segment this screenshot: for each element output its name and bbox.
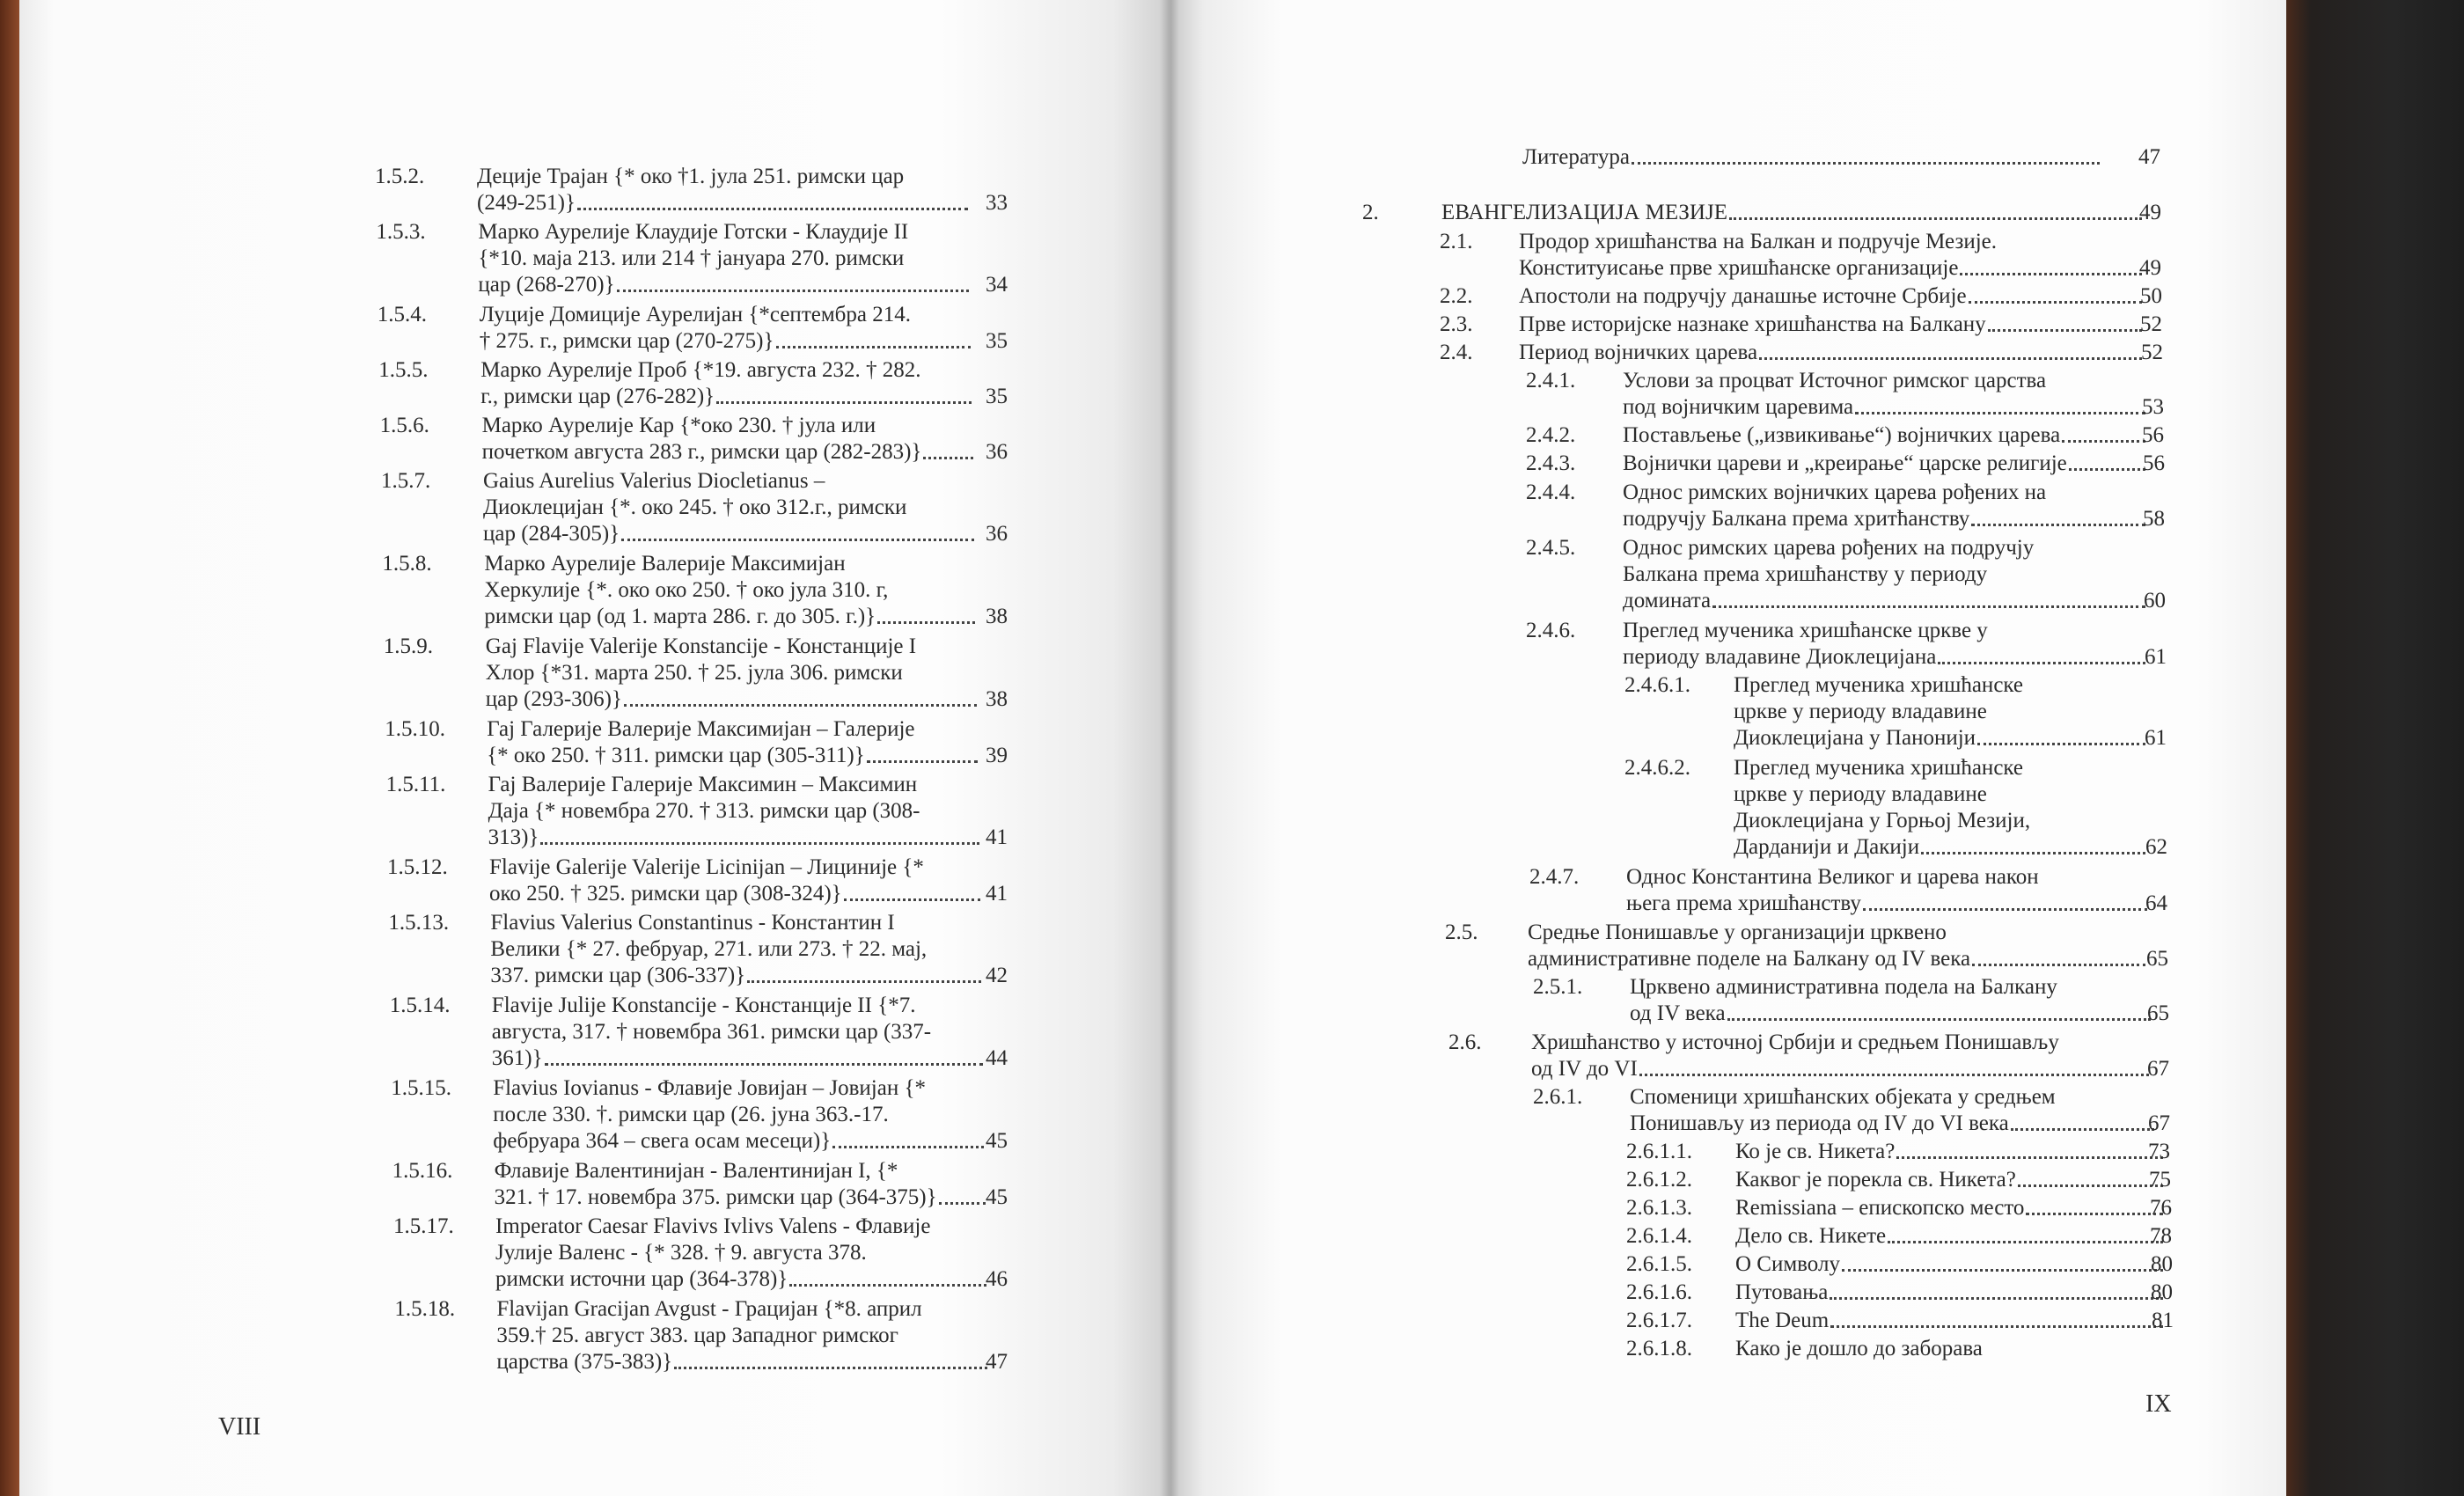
toc-entry-page: 76 xyxy=(2150,1196,2172,1220)
toc-entry-title-line: цар (268-270)} xyxy=(478,273,615,297)
dot-leader xyxy=(540,825,979,845)
toc-entry xyxy=(1626,1167,2202,1193)
toc-entry xyxy=(1624,672,2197,752)
toc-entry-title-line: Диоклецијана у Горњој Мезији, xyxy=(1734,809,2031,832)
toc-entry xyxy=(1624,755,2198,861)
toc-entry-title-line: Однос римских војничких царева рођених на xyxy=(1623,480,2047,504)
toc-entry-title-line: Дарданији и Дакији xyxy=(1734,835,1920,859)
toc-entry-number: 1.5.14. xyxy=(389,994,451,1017)
toc-entry-number: 2.4.1. xyxy=(1526,369,1576,392)
toc-entry-page: 46 xyxy=(986,1267,1008,1291)
dot-leader xyxy=(2062,422,2145,443)
toc-entry xyxy=(392,1158,1038,1211)
toc-entry-title-line: Диоклецијана у Панонији xyxy=(1734,726,1976,750)
toc-entry-number: 1.5.3. xyxy=(376,220,426,244)
dot-leader xyxy=(2018,1167,2163,1187)
toc-entry-title-line: царства (375-383)} xyxy=(496,1350,673,1374)
toc-entry-title-line: Марко Аурелије Кар {*око 230. † јула или xyxy=(481,414,876,437)
toc-entry xyxy=(1362,200,2192,226)
toc-entry-title-line: Даја {* новембра 270. † 313. римски цар (308- xyxy=(488,799,920,823)
toc-entry-title-line: ЕВАНГЕЛИЗАЦИЈА МЕЗИЈЕ xyxy=(1441,201,1727,224)
dot-leader xyxy=(2026,1195,2163,1215)
toc-entry xyxy=(1626,1336,2205,1362)
dot-leader xyxy=(2011,1111,2154,1131)
toc-entry-number: 1.5.9. xyxy=(383,634,434,658)
toc-entry-title-line: Gaj Flavije Valerije Konstancije - Констанције I xyxy=(485,634,917,658)
toc-entry-number: 1.5.2. xyxy=(375,165,425,188)
toc-entry-number: 2.4.2. xyxy=(1526,423,1576,447)
toc-entry-title-line: {*10. маја 213. или 214 † јануара 270. римски xyxy=(478,246,905,270)
folio-right: IX xyxy=(2145,1390,2172,1418)
toc-entry-title-line: административне поделе на Балкану од IV века xyxy=(1528,947,1971,971)
toc-entry-title-line: римски источни цар (364-378)} xyxy=(495,1267,788,1291)
toc-entry xyxy=(1626,1280,2204,1306)
toc-entry-page: 78 xyxy=(2150,1224,2172,1248)
dot-leader xyxy=(1938,644,2145,664)
toc-entry-page: 58 xyxy=(2143,507,2165,531)
dot-leader xyxy=(877,604,975,624)
toc-entry xyxy=(1526,422,2195,449)
toc-entry xyxy=(394,1296,1038,1375)
dot-leader xyxy=(867,743,978,763)
toc-entry-page: 38 xyxy=(985,687,1008,711)
toc-entry-number: 2. xyxy=(1362,201,1379,224)
toc-entry xyxy=(386,772,1038,851)
toc-entry-page: 61 xyxy=(2145,645,2167,669)
toc-entry-title-line: г., римски цар (276-282)} xyxy=(480,385,715,408)
toc-entry-title-line: Хришћанство у источној Србији и средњем Понишављу xyxy=(1531,1030,2059,1054)
toc-entry-title-line: 359.† 25. август 383. цар Западног римског xyxy=(496,1324,898,1347)
toc-entry xyxy=(1626,1308,2204,1334)
toc-entry-title-line: Однос Константина Великог и царева након xyxy=(1626,865,2039,889)
dot-leader xyxy=(1727,1001,2151,1021)
dot-leader xyxy=(2069,451,2145,471)
toc-entry xyxy=(1533,974,2200,1027)
toc-entry-title-line: домината xyxy=(1623,589,1712,612)
dot-leader xyxy=(1971,506,2145,526)
toc-entry xyxy=(391,1075,1038,1155)
toc-entry-title-line: 321. † 17. новембра 375. римски цар (364-375)} xyxy=(494,1185,937,1209)
toc-entry-number: 2.6.1. xyxy=(1533,1085,1583,1109)
toc-entry-number: 2.2. xyxy=(1440,284,1473,308)
toc-entry-number: 2.3. xyxy=(1440,312,1473,336)
toc-entry xyxy=(1526,618,2197,671)
dot-leader xyxy=(1896,1139,2163,1159)
toc-entry-title-line: Однос римских царева рођених на подручју xyxy=(1623,536,2035,560)
dot-leader xyxy=(1639,1056,2149,1076)
toc-entry-title-line: Преглед мученика хришћанске xyxy=(1734,673,2024,697)
toc-entry-page: 80 xyxy=(2151,1252,2173,1276)
toc-entry-number: 1.5.7. xyxy=(381,469,431,493)
toc-entry xyxy=(393,1214,1038,1293)
toc-entry xyxy=(1626,1195,2203,1221)
toc-entry xyxy=(388,910,1038,989)
dot-leader xyxy=(1632,144,2100,165)
toc-entry-title-line: од IV до VI xyxy=(1531,1057,1638,1081)
toc-entry-page: 39 xyxy=(985,744,1008,767)
dot-leader xyxy=(1863,891,2147,911)
dot-leader xyxy=(674,1349,987,1369)
toc-entry-title-line: Диоклецијан {*. око 245. † око 312.г., римски xyxy=(483,495,907,519)
toc-entry-page: 47 xyxy=(985,1350,1008,1374)
toc-entry-page: 34 xyxy=(985,273,1008,297)
toc-entry-number: 1.5.10. xyxy=(385,717,445,741)
toc-entry-title-line: Велики {* 27. фебруар, 271. или 273. † 22. мај, xyxy=(490,937,928,961)
toc-entry-page: 52 xyxy=(2140,312,2162,336)
toc-entry-number: 2.6.1.4. xyxy=(1626,1224,1692,1248)
toc-entry-page: 67 xyxy=(2148,1111,2170,1135)
toc-entry xyxy=(378,357,1038,410)
toc-entry xyxy=(385,716,1038,769)
toc-entry xyxy=(387,854,1038,907)
toc-entry-page: 44 xyxy=(985,1046,1008,1070)
toc-entry-number: 2.6.1.5. xyxy=(1626,1252,1692,1276)
toc-entry xyxy=(1526,451,2196,477)
toc-entry-number: 1.5.4. xyxy=(377,303,428,326)
toc-entry-title-line: † 275. г., римски цар (270-275)} xyxy=(479,329,774,353)
toc-entry-page: 61 xyxy=(2145,726,2167,750)
toc-entry xyxy=(1440,229,2192,282)
toc-entry-page: 35 xyxy=(985,329,1008,353)
dot-leader xyxy=(939,1184,986,1205)
dot-leader xyxy=(617,272,970,292)
toc-entry xyxy=(376,219,1038,298)
toc-entry-title-line: Марко Аурелије Клаудије Готски - Клаудије II xyxy=(478,220,909,244)
toc-entry xyxy=(1522,144,2191,171)
toc-entry-number: 2.1. xyxy=(1440,230,1473,253)
toc-entry-number: 2.4.6.2. xyxy=(1624,756,1690,780)
toc-entry-page: 41 xyxy=(985,825,1008,849)
toc-entry-title-line: њега према хришћанству xyxy=(1626,891,1861,915)
toc-entry-title-line: Услови за процват Источног римског царства xyxy=(1623,369,2047,392)
toc-entry xyxy=(380,413,1038,466)
toc-entry-title-line: цркве у периоду владавине xyxy=(1734,700,1987,723)
toc-entry-title-line: Преглед мученика хришћанске цркве у xyxy=(1623,619,1988,642)
toc-entry-title-line: Remissiana – епископско место xyxy=(1735,1196,2025,1220)
dot-leader xyxy=(1712,588,2145,608)
toc-entry-title-line: Споменици хришћанских објеката у средњем xyxy=(1630,1085,2056,1109)
toc-entry-page: 56 xyxy=(2142,423,2164,447)
toc-entry-title-line: цркве у периоду владавине xyxy=(1734,782,1987,806)
toc-entry-title-line: Како је дошло до заборава xyxy=(1735,1337,1983,1360)
toc-entry-title-line: римски цар (од 1. марта 286. г. до 305. г.)} xyxy=(484,605,876,628)
dot-leader xyxy=(844,881,980,901)
toc-entry-page: 52 xyxy=(2141,341,2163,364)
toc-entry-page: 50 xyxy=(2140,284,2162,308)
toc-entry-title-line: Imperator Caesar Flavivs Ivlivs Valens - Флавије xyxy=(495,1214,931,1238)
toc-entry-page: 53 xyxy=(2142,395,2164,419)
dot-leader xyxy=(1960,255,2142,275)
dot-leader xyxy=(1830,1280,2163,1300)
toc-entry-title-line: Flavije Galerije Valerije Licinijan – Лициније {* xyxy=(489,855,924,879)
toc-entry xyxy=(1529,864,2198,917)
toc-entry-title-line: The Deum xyxy=(1735,1309,1830,1332)
toc-entry-title-line: под војничким царевима xyxy=(1623,395,1854,419)
toc-entry-page: 56 xyxy=(2143,451,2165,475)
toc-entry-page: 47 xyxy=(2138,145,2160,169)
toc-entry-number: 2.6.1.2. xyxy=(1626,1168,1692,1192)
toc-entry xyxy=(1440,283,2193,310)
dot-leader xyxy=(832,1128,984,1148)
toc-entry-number: 1.5.6. xyxy=(379,414,429,437)
toc-entry-page: 62 xyxy=(2145,835,2167,859)
toc-entry-number: 2.6.1.7. xyxy=(1626,1309,1692,1332)
toc-entry-page: 45 xyxy=(985,1129,1008,1153)
toc-entry-title-line: Путовања xyxy=(1735,1280,1829,1304)
toc-entry-title-line: Прве историјске назнаке хришћанства на Балкану xyxy=(1519,312,1986,336)
dot-leader xyxy=(1855,394,2145,414)
toc-entry-number: 2.4.6.1. xyxy=(1624,673,1690,697)
toc-entry-number: 2.6. xyxy=(1448,1030,1482,1054)
toc-entry-number: 1.5.17. xyxy=(393,1214,454,1238)
toc-entry-title-line: 361)} xyxy=(491,1046,543,1070)
toc-entry-title-line: Продор хришћанства на Балкан и подручје Мезије. xyxy=(1519,230,1998,253)
toc-entry-number: 2.6.1.1. xyxy=(1626,1140,1692,1163)
toc-entry-title-line: Гај Галерије Валерије Максимијан – Галерије xyxy=(487,717,915,741)
toc-entry-title-line: Литература xyxy=(1522,145,1630,169)
dot-leader xyxy=(621,521,974,541)
toc-entry-title-line: Каквог је порекла св. Никета? xyxy=(1735,1168,2016,1192)
toc-entry-page: 73 xyxy=(2148,1140,2170,1163)
toc-entry-title-line: Период војничких царева xyxy=(1519,341,1758,364)
toc-entry-page: 60 xyxy=(2144,589,2166,612)
toc-entry xyxy=(381,468,1038,547)
toc-entry-title-line: {* око 250. † 311. римски цар (305-311)} xyxy=(487,744,865,767)
toc-entry-title-line: Херкулије {*. око око 250. † око јула 310. г, xyxy=(484,578,889,602)
toc-entry-number: 1.5.13. xyxy=(388,911,450,935)
toc-entry-title-line: цар (284-305)} xyxy=(483,522,620,546)
right-page xyxy=(1170,0,2286,1496)
toc-entry xyxy=(1626,1251,2204,1278)
toc-entry-title-line: 337. римски цар (306-337)} xyxy=(490,964,746,987)
toc-entry-title-line: Постављење („извикивање“) војничких царева xyxy=(1623,423,2061,447)
book-gutter xyxy=(1160,0,1179,1496)
toc-entry-title-line: Флавије Валентинијан - Валентинијан I, {* xyxy=(494,1159,898,1183)
toc-entry xyxy=(378,302,1038,355)
toc-entry-number: 2.4.6. xyxy=(1526,619,1576,642)
toc-entry-title-line: Преглед мученика хришћанске xyxy=(1734,756,2024,780)
toc-entry-title-line: почетком августа 283 г., римски цар (282-283)} xyxy=(481,440,922,464)
dot-leader xyxy=(747,963,981,983)
toc-entry-title-line: Црквено административна подела на Балкану xyxy=(1630,975,2057,999)
toc-entry xyxy=(1445,920,2199,972)
toc-entry-page: 33 xyxy=(986,191,1008,215)
toc-entry-number: 2.5.1. xyxy=(1533,975,1583,999)
dot-leader xyxy=(1921,834,2145,854)
toc-entry-title-line: Марко Аурелије Валерије Максимијан xyxy=(484,552,846,576)
toc-entry-number: 1.5.8. xyxy=(382,552,432,576)
toc-entry-number: 2.4.3. xyxy=(1526,451,1576,475)
toc-entry-page: 49 xyxy=(2139,256,2161,280)
toc-entry-number: 2.4.7. xyxy=(1529,865,1580,889)
toc-entry-title-line: Flavius Iovianus - Флавије Јовијан – Јовијан {* xyxy=(493,1076,926,1100)
dot-leader xyxy=(923,439,972,459)
dot-leader xyxy=(577,190,968,210)
toc-entry-number: 1.5.5. xyxy=(378,358,429,382)
dot-leader xyxy=(1972,946,2145,966)
dot-leader xyxy=(1888,1223,2163,1243)
toc-entry xyxy=(384,634,1038,713)
toc-entry xyxy=(1626,1223,2203,1250)
toc-entry-number: 1.5.16. xyxy=(392,1159,453,1183)
toc-entry-title-line: Gaius Aurelius Valerius Diocletianus – xyxy=(483,469,825,493)
toc-entry xyxy=(1440,340,2194,366)
toc-entry-number: 1.5.18. xyxy=(394,1297,456,1321)
toc-entry-title-line: Војнички цареви и „креирање“ царске религије xyxy=(1623,451,2067,475)
toc-entry-title-line: августа, 317. † новембра 361. римски цар (337- xyxy=(491,1020,932,1044)
dot-leader xyxy=(1830,1308,2163,1328)
toc-entry-title-line: после 330. †. римски цар (26. јуна 363.-17. xyxy=(493,1103,889,1126)
toc-entry xyxy=(1626,1139,2201,1165)
toc-entry-title-line: Дело св. Никете xyxy=(1735,1224,1887,1248)
dot-leader xyxy=(776,328,971,348)
toc-entry-title-line: (249-251)} xyxy=(477,191,576,215)
toc-entry-number: 1.5.12. xyxy=(387,855,448,879)
dot-leader xyxy=(1842,1251,2163,1272)
toc-entry-number: 2.5. xyxy=(1445,920,1478,944)
toc-entry-number: 2.4. xyxy=(1440,341,1473,364)
toc-entry-page: 64 xyxy=(2145,891,2167,915)
toc-entry-title-line: Луције Домиције Аурелијан {*септембра 214. xyxy=(479,303,911,326)
toc-entry xyxy=(1526,480,2196,532)
toc-entry xyxy=(1533,1084,2201,1137)
dot-leader xyxy=(1729,200,2142,220)
dot-leader xyxy=(624,686,977,707)
toc-entry-title-line: периоду владавине Диоклецијана xyxy=(1623,645,1937,669)
toc-entry-title-line: Балкана према хришћанству у периоду xyxy=(1623,562,1988,586)
toc-entry-page: 80 xyxy=(2151,1280,2173,1304)
toc-entry-title-line: цар (293-306)} xyxy=(485,687,622,711)
toc-entry xyxy=(1526,368,2195,421)
book-cover xyxy=(2286,0,2464,1496)
toc-entry-number: 1.5.15. xyxy=(391,1076,451,1100)
toc-entry-title-line: Апостоли на подручју данашње источне Србије xyxy=(1519,284,1967,308)
toc-entry-title-line: Марко Аурелије Проб {*19. августа 232. † 282. xyxy=(480,358,921,382)
toc-entry-title-line: фебруара 364 – свега осам месеци)} xyxy=(493,1129,832,1153)
toc-entry-title-line: Flavijan Gracijan Avgust - Грацијан {*8. април xyxy=(496,1297,922,1321)
toc-entry-page: 36 xyxy=(986,522,1008,546)
dot-leader xyxy=(1988,312,2142,332)
toc-entry-page: 65 xyxy=(2147,1001,2169,1025)
toc-entry-title-line: Јулије Валенс - {* 328. † 9. августа 378. xyxy=(495,1241,867,1265)
toc-entry-title-line: Flavius Valerius Constantinus - Константин I xyxy=(490,911,895,935)
toc-entry-page: 35 xyxy=(985,385,1008,408)
toc-entry xyxy=(1448,1030,2200,1082)
toc-entry-title-line: око 250. † 325. римски цар (308-324)} xyxy=(489,882,842,906)
toc-entry-page: 67 xyxy=(2147,1057,2169,1081)
toc-entry-title-line: О Символу xyxy=(1735,1252,1840,1276)
toc-entry-title-line: подручју Балкана према хритћанству xyxy=(1623,507,1970,531)
dot-leader xyxy=(1977,725,2145,745)
toc-entry-page: 45 xyxy=(985,1185,1008,1209)
folio-left: VIII xyxy=(218,1413,261,1441)
dot-leader xyxy=(1969,283,2142,304)
toc-entry-number: 2.4.4. xyxy=(1526,480,1576,504)
toc-entry-title-line: Средње Понишавље у организацији црквено xyxy=(1528,920,1947,944)
toc-entry xyxy=(390,993,1038,1072)
toc-entry xyxy=(1440,312,2193,338)
toc-entry-title-line: Гај Валерије Галерије Максимин – Максимин xyxy=(488,773,918,796)
toc-entry xyxy=(375,164,1038,216)
toc-entry-page: 41 xyxy=(986,882,1008,906)
toc-entry-number: 2.4.5. xyxy=(1526,536,1576,560)
dot-leader xyxy=(716,384,972,404)
toc-entry-number: 1.5.11. xyxy=(385,773,446,796)
dot-leader xyxy=(545,1045,983,1066)
toc-entry-page: 65 xyxy=(2146,947,2168,971)
toc-entry-page: 49 xyxy=(2139,201,2161,224)
toc-entry-title-line: од IV века xyxy=(1630,1001,1726,1025)
toc-entry-title-line: Конституисање прве хришћанске организације xyxy=(1519,256,1959,280)
dot-leader xyxy=(1759,340,2142,360)
toc-entry xyxy=(1526,535,2196,614)
toc-entry-number: 2.6.1.6. xyxy=(1626,1280,1692,1304)
toc-entry xyxy=(382,551,1038,630)
toc-entry-page: 81 xyxy=(2152,1309,2174,1332)
toc-entry-title-line: Понишављу из периода од IV до VI века xyxy=(1630,1111,2009,1135)
toc-entry-number: 2.6.1.8. xyxy=(1626,1337,1692,1360)
toc-entry-page: 38 xyxy=(985,605,1008,628)
toc-entry-page: 36 xyxy=(985,440,1008,464)
dot-leader xyxy=(789,1266,986,1287)
toc-entry-title-line: Хлор {*31. марта 250. † 25. јула 306. римски xyxy=(485,661,903,685)
toc-entry-title-line: Ко је св. Никета? xyxy=(1735,1140,1896,1163)
left-page xyxy=(19,0,1170,1496)
toc-entry-page: 42 xyxy=(985,964,1008,987)
toc-entry-title-line: Деције Трајан {* око †1. јула 251. римски цар xyxy=(477,165,905,188)
toc-entry-number: 2.6.1.3. xyxy=(1626,1196,1692,1220)
toc-entry-title-line: Flavije Julije Konstancije - Констанције II {*7. xyxy=(491,994,916,1017)
toc-entry-page: 75 xyxy=(2149,1168,2171,1192)
toc-entry-title-line: 313)} xyxy=(488,825,539,849)
